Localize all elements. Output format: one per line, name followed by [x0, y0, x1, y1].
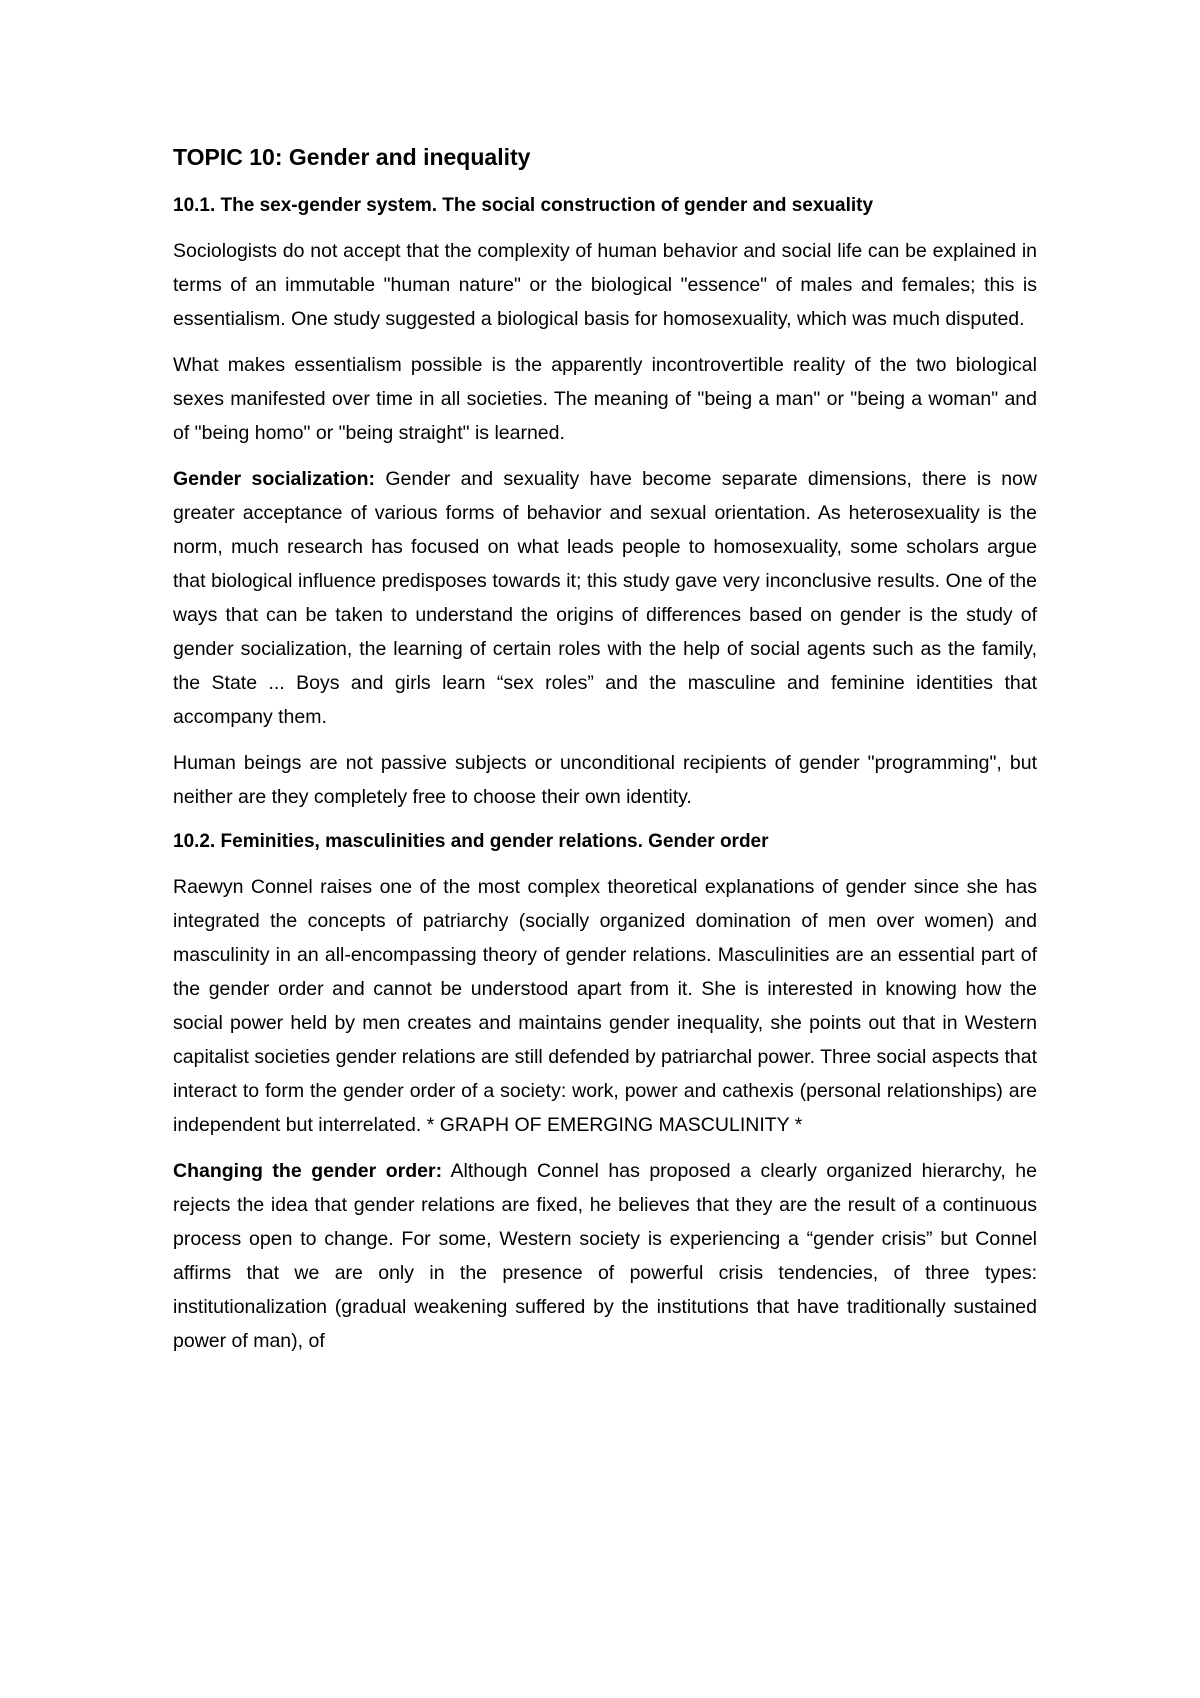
- paragraph-text: Sociologists do not accept that the complexity of human behavior and social life can be explained in terms of an immutable "human nature" or the biological "essence" of males and females; this is essentialism. One study suggested a biological basis for homosexuality, which was much disputed.: [173, 240, 1037, 330]
- paragraph: [173, 1154, 1037, 1358]
- paragraph-text: Gender and sexuality have become separate dimensions, there is now greater acceptance of various forms of behavior and sexual orientation. As heterosexuality is the norm, much research has focused on what leads people to homosexuality, some scholars argue that biological influence predisposes towards it; this study gave very inconclusive results. One of the ways that can be taken to understand the origins of differences based on gender is the study of gender socialization, the learning of certain roles with the help of social agents such as the family, the State ... Boys and girls learn “sex roles” and the masculine and feminine identities that accompany them.: [173, 468, 1037, 728]
- paragraph-text: Human beings are not passive subjects or unconditional recipients of gender "programming", but neither are they completely free to choose their own identity.: [173, 752, 1037, 808]
- paragraph-text: What makes essentialism possible is the apparently incontrovertible reality of the two biological sexes manifested over time in all societies. The meaning of "being a man" or "being a woman" and of "being homo" or "being straight" is learned.: [173, 354, 1037, 444]
- document-body: [173, 140, 1037, 1370]
- paragraph-lead: Changing the gender order:: [173, 1160, 443, 1182]
- paragraph: [173, 348, 1037, 450]
- paragraph-text: Although Connel has proposed a clearly organized hierarchy, he rejects the idea that gender relations are fixed, he believes that they are the result of a continuous process open to change. For some, Western society is experiencing a “gender crisis” but Connel affirms that we are only in the presence of powerful crisis tendencies, of three types: institutionalization (gradual weakening suffered by the institutions that have traditionally sustained power of man), of: [173, 1160, 1037, 1352]
- section-heading-10-1: 10.1. The sex-gender system. The social construction of gender and sexuality: [173, 195, 874, 216]
- paragraph-lead: Gender socialization:: [173, 468, 376, 490]
- section-heading-10-2: 10.2. Feminities, masculinities and gender relations. Gender order: [173, 831, 769, 852]
- document-title: TOPIC 10: Gender and inequality: [173, 144, 531, 170]
- paragraph: [173, 746, 1037, 814]
- paragraph-text: Raewyn Connel raises one of the most complex theoretical explanations of gender since she has integrated the concepts of patriarchy (socially organized domination of men over women) and masculinity in an all-encompassing theory of gender relations. Masculinities are an essential part of the gender order and cannot be understood apart from it. She is interested in knowing how the social power held by men creates and maintains gender inequality, she points out that in Western capitalist societies gender relations are still defended by patriarchal power. Three social aspects that interact to form the gender order of a society: work, power and cathexis (personal relationships) are independent but interrelated. * GRAPH OF EMERGING MASCULINITY *: [173, 876, 1037, 1136]
- paragraph: [173, 870, 1037, 1142]
- paragraph: [173, 234, 1037, 336]
- paragraph: [173, 462, 1037, 734]
